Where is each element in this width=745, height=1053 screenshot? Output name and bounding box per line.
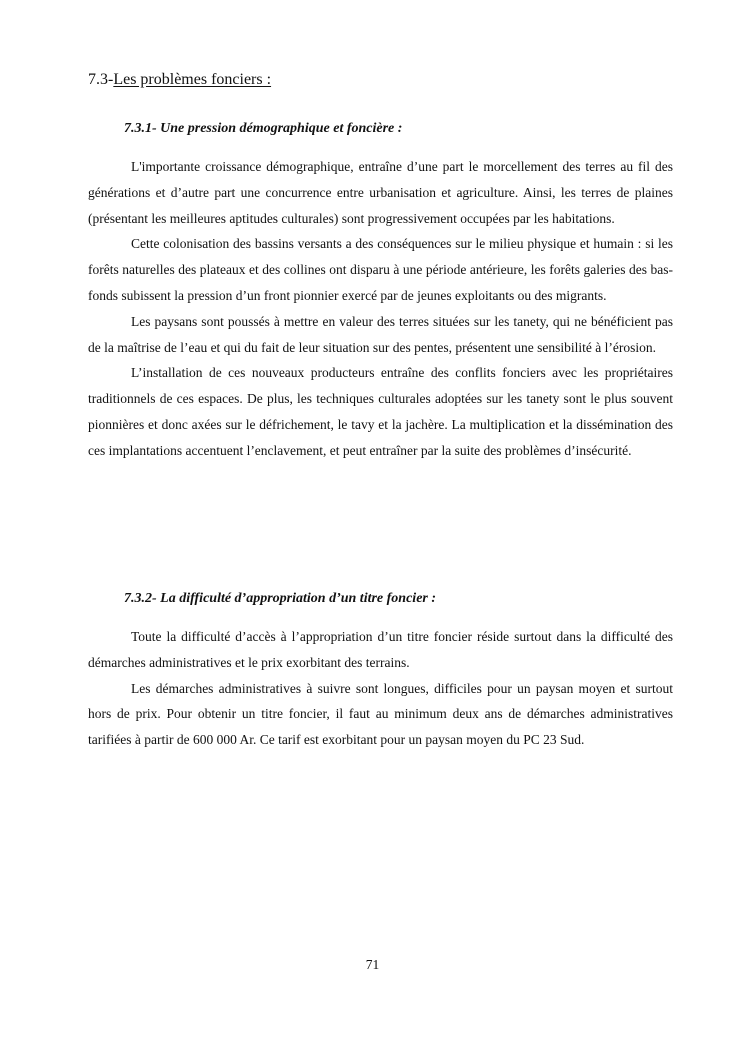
section-number: 7.3- — [88, 71, 114, 88]
paragraph: Toute la difficulté d’accès à l’appropriation d’un titre foncier réside surtout dans la difficulté des démarches administratives et le prix exorbitant des terrains. — [88, 629, 673, 670]
paragraph: Les paysans sont poussés à mettre en valeur des terres situées sur les tanety, qui ne bénéficient pas de la maîtrise de l’eau et qui du fait de leur situation sur des pentes, présentent une sensibilité à l’érosion. — [88, 313, 673, 355]
subsection-body-land-title — [88, 624, 673, 753]
section-title-text: Les problèmes fonciers : — [113, 71, 272, 88]
paragraph: L’installation de ces nouveaux producteurs entraîne des conflits fonciers avec les propriétaires traditionnels de ces espaces. De plus, les techniques culturales adoptées sur les tanety sont le plus souvent pionnières et donc axées sur le défrichement, le tavy et la jachère. La multiplication et la dissémination des ces implantations accentuent l’enclavement, et peut entraîner par la suite des problèmes d’insécurité. — [88, 365, 673, 458]
subsection-body-demographic-pressure — [88, 154, 673, 464]
paragraph: Les démarches administratives à suivre sont longues, difficiles pour un paysan moyen et surtout hors de prix. Pour obtenir un titre foncier, il faut au minimum deux ans de démarches administratives tarifiées à partir de 600 000 Ar. Ce tarif est exorbitant pour un paysan moyen du PC 23 Sud. — [88, 680, 673, 748]
paragraph: Cette colonisation des bassins versants a des conséquences sur le milieu physique et humain : si les forêts naturelles des plateaux et des collines ont disparu à une période antérieure, les forêts galeries des bas-fonds subissent la pression d’un front pionnier exercé par de jeunes exploitants ou des migrants. — [88, 236, 673, 303]
subsection-heading-demographic-pressure: 7.3.1- Une pression démographique et foncière : — [124, 121, 403, 136]
subsection-heading-land-title: 7.3.2- La difficulté d’appropriation d’un titre foncier : — [124, 591, 437, 606]
section-title — [88, 70, 271, 90]
paragraph: L'importante croissance démographique, entraîne d’une part le morcellement des terres au fil des générations et d’autre part une concurrence entre urbanisation et agriculture. Ainsi, les terres de plaines (présentant les meilleures aptitudes culturales) sont progressivement occupées par les habitations. — [88, 159, 673, 226]
page-number: 71 — [365, 957, 380, 972]
